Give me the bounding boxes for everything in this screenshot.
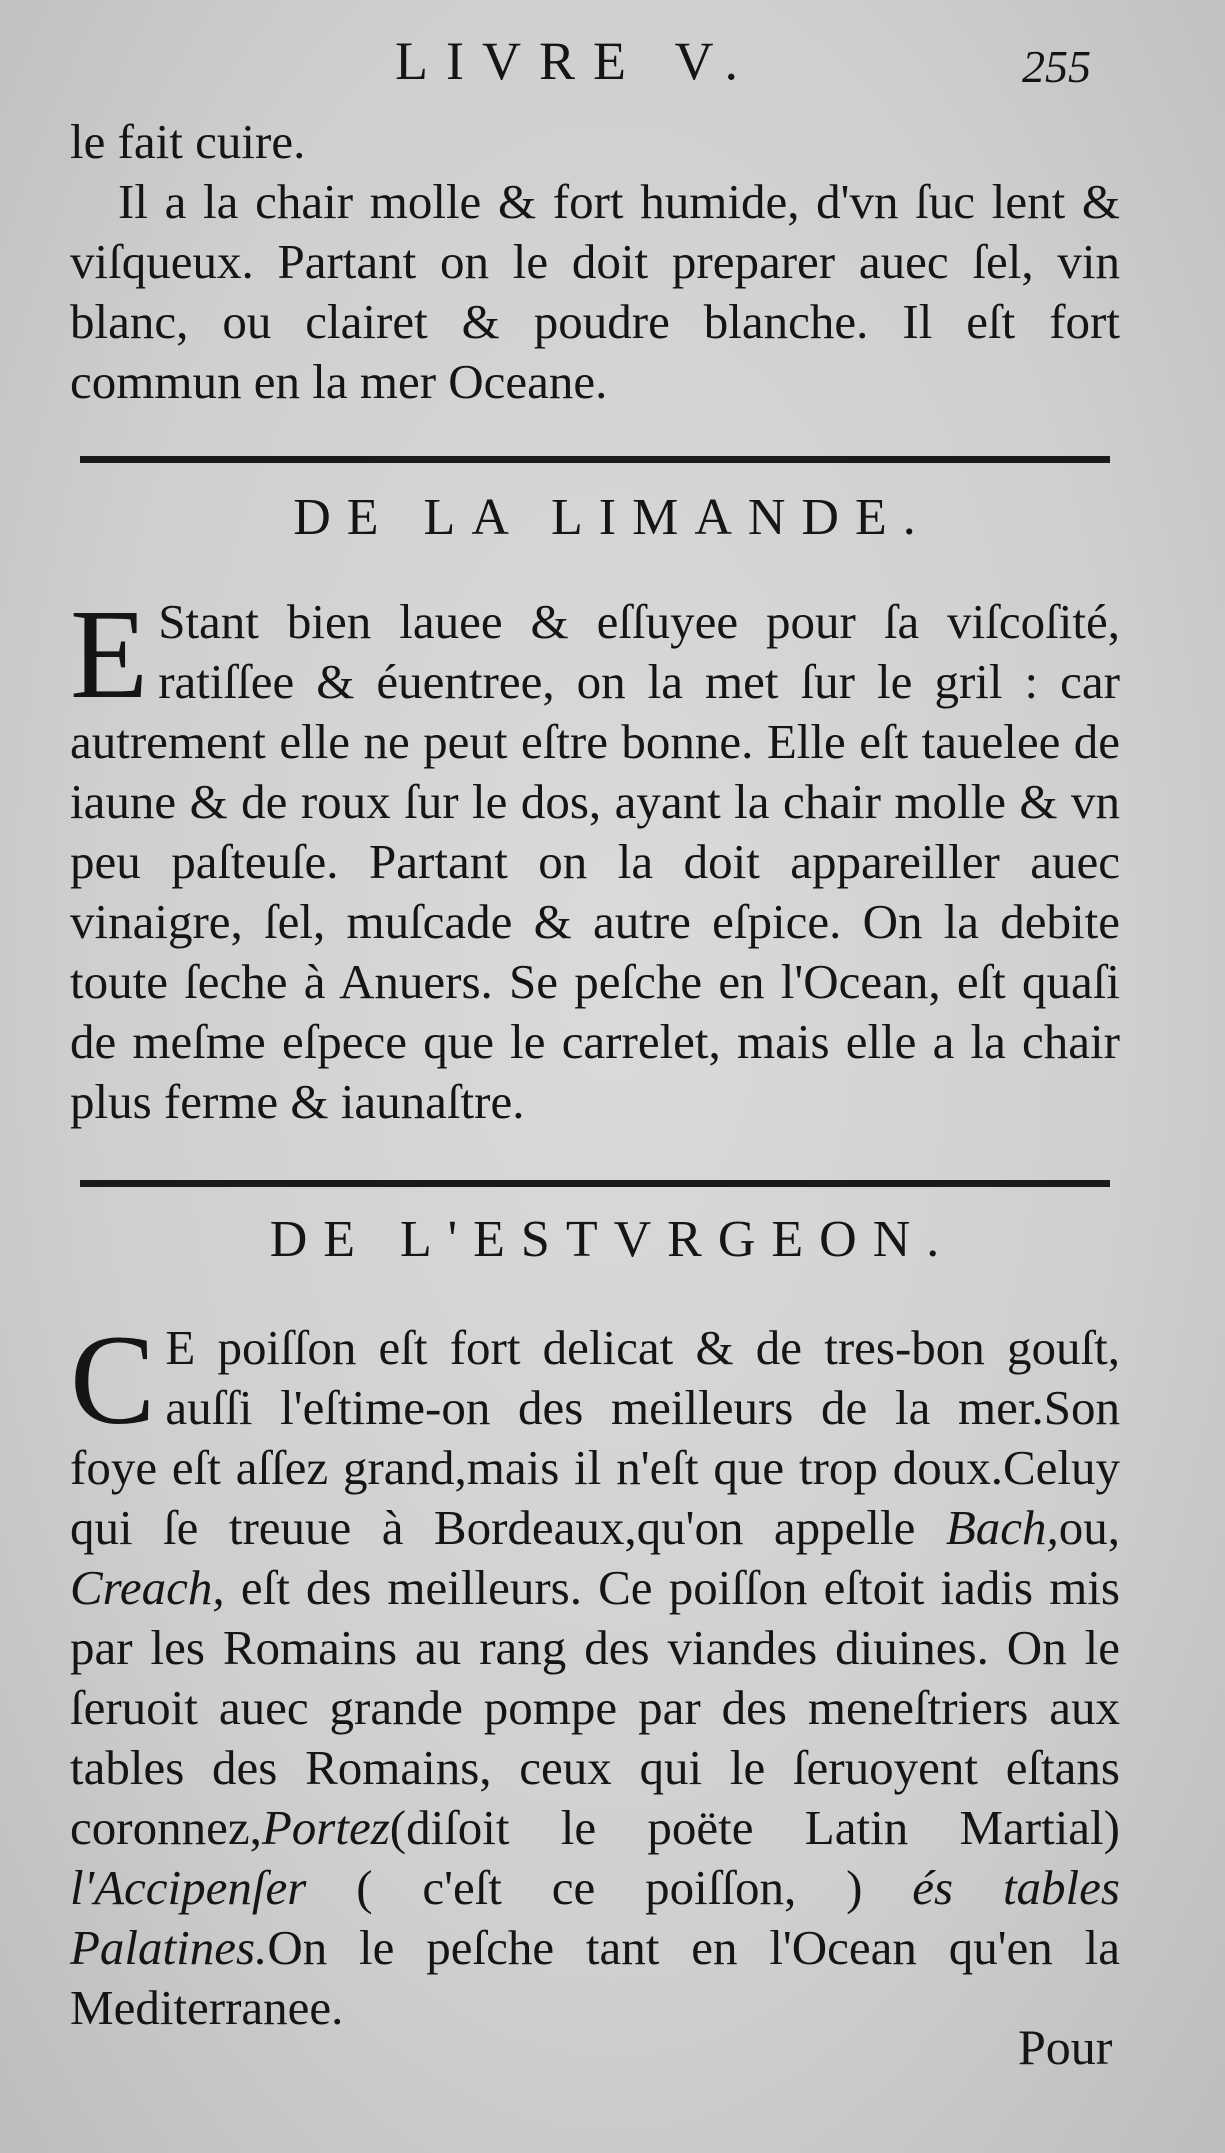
continuation-paragraph: Il a la chair molle & fort humide, d'vn ſuc lent & viſqueux. Partant on le doit preparer auec ſel, vin blanc, ou clairet & poudre blanche. Il eſt fort commun en la mer Oceane. bbox=[70, 174, 1120, 409]
section-rule bbox=[80, 1180, 1110, 1187]
limande-paragraph bbox=[70, 583, 1120, 1132]
drop-cap: C bbox=[70, 1309, 156, 1451]
esturgeon-text: ( c'eſt ce poiſſon, ) bbox=[306, 1860, 913, 1915]
running-title: LIVRE V. bbox=[395, 31, 757, 91]
esturgeon-text: On le peſche tant en l'Ocean qu'en la Mediterranee. bbox=[70, 1920, 1120, 2035]
esturgeon-text: (diſoit le poëte Latin Martial) bbox=[389, 1800, 1120, 1855]
continuation-line: le fait cuire. bbox=[70, 114, 306, 169]
esturgeon-text: eſt des meilleurs. Ce poiſſon eſtoit iadis mis par les Romains au rang des viandes diuines. On le ſeruoit auec grande pompe par des meneſtriers aux tables des Romains, ceux qui le ſeruoyent eſtans coronnez, bbox=[70, 1560, 1120, 1855]
esturgeon-text: E poiſſon eſt fort delicat & de tres-bon gouſt, auſſi l'eſtime-on des meilleurs de la mer.Son foye eſt aſſez grand,mais il n'eſt que trop doux.Celuy qui ſe treuue à Bordeaux,qu'on appelle bbox=[70, 1320, 1120, 1555]
italic-term: Creach, bbox=[70, 1560, 225, 1615]
section-rule bbox=[80, 456, 1110, 463]
section-heading-esturgeon: DE L'ESTVRGEON. bbox=[269, 1211, 956, 1268]
running-head bbox=[0, 22, 1225, 92]
page-number: 255 bbox=[1022, 41, 1091, 92]
drop-cap: E bbox=[70, 583, 149, 725]
catchword: Pour bbox=[1018, 2019, 1113, 2075]
esturgeon-text: ou, bbox=[1058, 1500, 1120, 1555]
section-heading-limande: DE LA LIMANDE. bbox=[293, 489, 932, 546]
continuation-text bbox=[70, 112, 1120, 412]
esturgeon-paragraph bbox=[70, 1309, 1120, 2038]
italic-quote: Portez bbox=[261, 1800, 390, 1855]
italic-quote: l'Accipenſer bbox=[70, 1860, 307, 1915]
italic-term: Bach, bbox=[945, 1500, 1059, 1555]
limande-text: Stant bien lauee & eſſuyee pour ſa viſcoſité, ratiſſee & éuentree, on la met ſur le gril : car autrement elle ne peut eſtre bonne. Elle eſt tauelee de iaune & de roux ſur le dos, ayant la chair molle & vn peu paſteuſe. Partant on la doit appareiller auec vinaigre, ſel, muſcade & autre eſpice. On la debite toute ſeche à Anuers. Se peſche en l'Ocean, eſt quaſi de meſme eſpece que le carrelet, mais elle a la chair plus ferme & iaunaſtre. bbox=[70, 594, 1120, 1129]
italic-quote: és tables Palatines. bbox=[70, 1860, 1120, 1975]
